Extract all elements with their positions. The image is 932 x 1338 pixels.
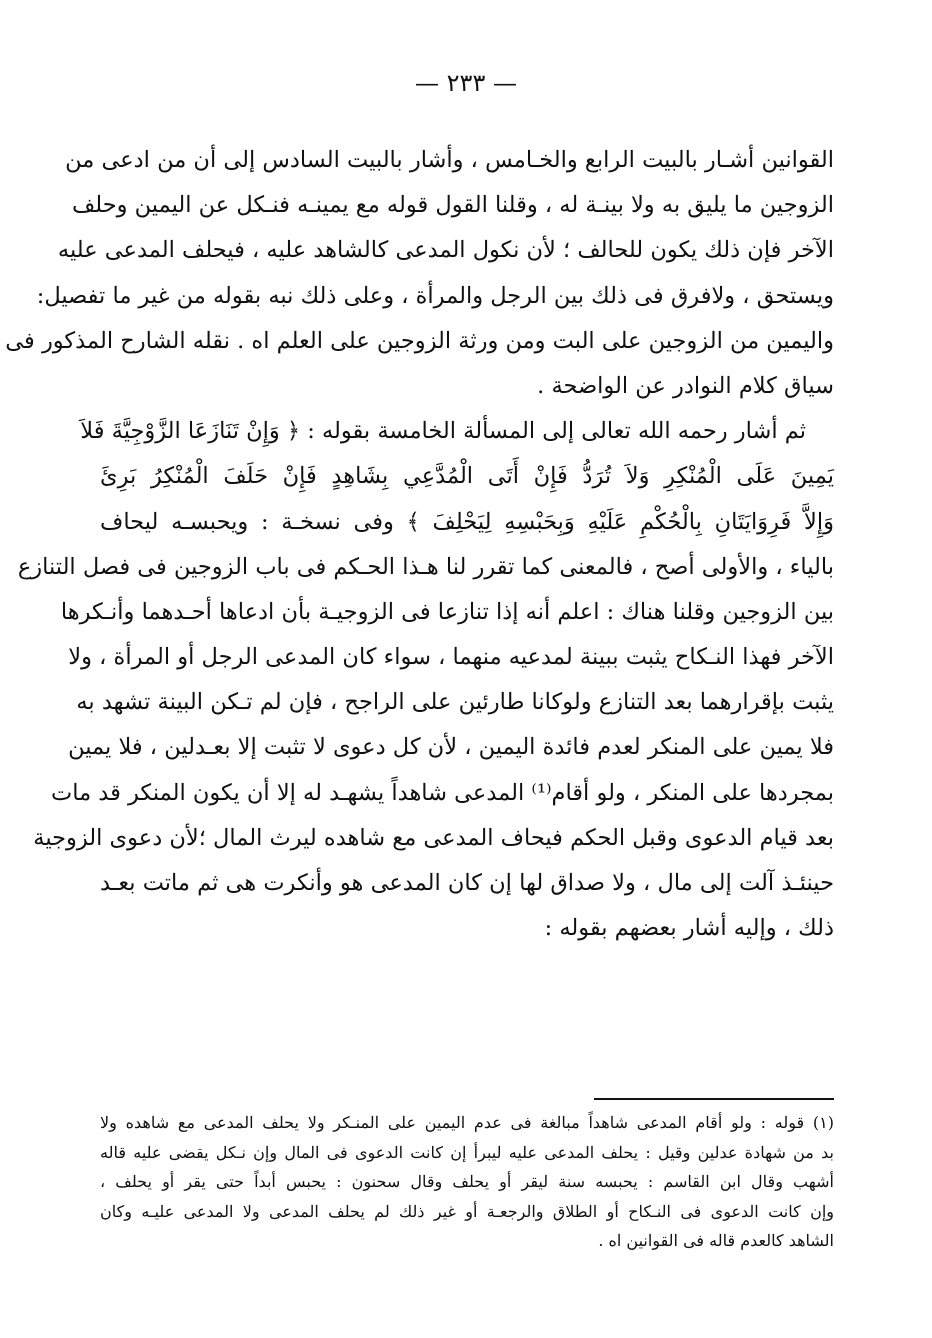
main-text [5,138,834,951]
text-line: يَمِينَ عَلَى الْمُنْكِرِ وَلاَ تُرَدُّ فَإِنْ أَتَى الْمُدَّعِي بِشَاهِدٍ فَإِنْ حَلَفَ الْمُنْكِرُ بَرِئَ [100,463,834,490]
text-line: ذلك ، وإليه أشار بعضهم بقوله : [544,915,834,942]
text-line: بين الزوجين وقلنا هناك : اعلم أنه إذا تنازعا فى الزوجيـة بأن ادعاها أحـدهما وأنـكرها [60,598,834,625]
text-line: يثبت بإقرارهما بعد التنازع ولوكانا طارئين على الراجح ، فإن لم تـكن البينة تشهد به [76,689,834,716]
text-line: بالياء ، والأولى أصح ، فالمعنى كما تقرر لنا هـذا الحـكم فى باب الزوجين فى فصل التنازع [17,553,834,580]
text-line: سياق كلام النوادر عن الواضحة . [537,372,834,399]
text-line: ثم أشار رحمه الله تعالى إلى المسألة الخامسة بقوله : ﴿ وَإِنْ تَنَازَعَا الزَّوْجِيَّةَ فَلاَ [80,418,806,445]
text-line: بعد قيام الدعوى وقبل الحكم فيحاف المدعى مع شاهده ليرث المال ؛لأن دعوى الزوجية [33,824,834,851]
footnote-divider [594,1098,834,1100]
text-line: الزوجين ما يليق به ولا بينـة له ، وقلنا القول قوله مع يمينـه فنـكل عن اليمين وحلف [71,192,834,219]
text-line: وَإِلاَّ فَرِوَايَتَانِ بِالْحُكْمِ عَلَيْهِ وَبِحَبْسِهِ لِيَحْلِفَ ﴾ وفى نسخـة : ويحبسـه ليحاف [100,508,834,535]
footnotes [100,1108,834,1256]
footnote-line: وإن كانت الدعوى فى النـكاح أو الطلاق والرجعـة أو غير ذلك لم يحلف المدعى ولا المدعى عليـه وكان [100,1201,834,1221]
text-line: الآخر فإن ذلك يكون للحالف ؛ لأن نكول المدعى كالشاهد عليه ، فيحلف المدعى عليه [57,237,834,264]
footnote-line: (١) قوله : ولو أقام المدعى شاهداً مبالغة فى عدم اليمين على المنـكر ولا يحلف المدعى مع شاهده ولا [100,1113,834,1132]
footnote-line: الشاهد كالعدم قاله فى القوانين اه . [598,1231,834,1250]
text-line: فلا يمين على المنكر لعدم فائدة اليمين ، لأن كل دعوى لا تثبت إلا بعـدلين ، فلا يمين [68,734,834,761]
footnote-line: بد من شهادة عدلين وقيل : يحلف المدعى عليه ليبرأ إن كانت الدعوى فى المال وإن نـكل يقضى عليه قاله [100,1142,834,1162]
text-line: الآخر فهذا النـكاح يثبت ببينة لمدعيه منهما ، سواء كان المدعى الرجل أو المرأة ، ولا [68,644,834,671]
page-number: — ٢٣٣ — [415,69,517,97]
text-line: واليمين من الزوجين على البت ومن ورثة الزوجين على العلم اه . نقله الشارح المذكور فى [5,327,834,354]
footnote-line: أشهب وقال ابن القاسم : يحبسه سنة ليقر أو يحلف وقال سحنون : يحبس أبداً حتى يقر أو يحلف ، [100,1172,834,1191]
text-line: ويستحق ، ولافرق فى ذلك بين الرجل والمرأة ، وعلى ذلك نبه بقوله من غير ما تفصيل: [36,282,834,309]
text-line: بمجردها على المنكر ، ولو أقام⁽¹⁾ المدعى شاهداً يشهـد له إلا أن يكون المنكر قد مات [51,779,834,806]
text-line: القوانين أشـار بالبيت الرابع والخـامس ، وأشار بالبيت السادس إلى أن من ادعى من [65,147,834,173]
text-line: حينئـذ آلت إلى مال ، ولا صداق لها إن كان المدعى هو وأنكرت هى ثم ماتت بعـد [100,870,834,896]
